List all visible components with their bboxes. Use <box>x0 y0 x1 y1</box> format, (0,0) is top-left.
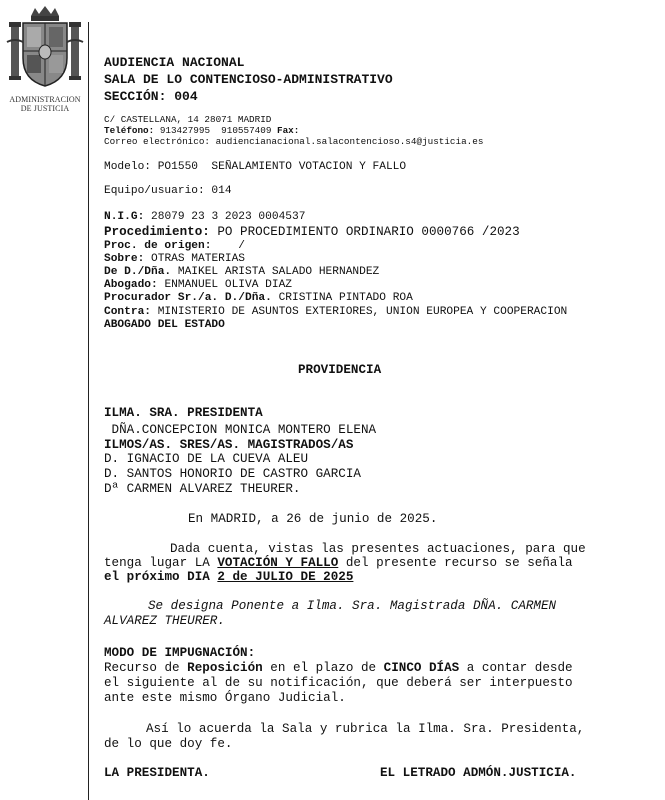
section-value: 004 <box>174 89 198 104</box>
logo-text-line2: DE JUSTICIA <box>20 104 70 113</box>
nig-label: N.I.G: <box>104 211 145 223</box>
cinco-dias-text: CINCO DÍAS <box>383 661 460 675</box>
impugnacion-line-2: el siguiente al de su notificación, que deberá ser interpuesto <box>104 676 573 690</box>
document-title: PROVIDENCIA <box>298 363 382 377</box>
sobre-label: Sobre: <box>104 253 145 265</box>
origen-label: Proc. de origen: <box>104 240 212 252</box>
contra-label: Contra: <box>104 306 151 318</box>
impug-text-2: en el plazo de <box>262 661 384 675</box>
sobre-line <box>104 253 245 265</box>
nig-value: 28079 23 3 2023 0004537 <box>151 211 306 223</box>
origen-value: / <box>218 240 245 252</box>
de-line <box>104 266 379 278</box>
section-label: SECCIÓN: <box>104 89 167 104</box>
coat-of-arms-logo <box>5 6 85 112</box>
acuerdo-line-1: Así lo acuerda la Sala y rubrica la Ilma. Sra. Presidenta, <box>146 722 585 736</box>
abogado-label: Abogado: <box>104 279 158 291</box>
phone-value: 913427995 910557409 <box>159 125 272 136</box>
abogado-line <box>104 279 292 291</box>
nig-line <box>104 211 305 223</box>
chamber-name: SALA DE LO CONTENCIOSO-ADMINISTRATIVO <box>104 72 393 87</box>
procedimiento-line <box>104 225 520 239</box>
procurador-label: Procurador Sr./a. D./Dña. <box>104 292 272 304</box>
impugnacion-label: MODO DE IMPUGNACIÓN: <box>104 646 256 660</box>
votacion-fallo-text: VOTACIÓN Y FALLO <box>217 556 339 570</box>
modelo-line: Modelo: PO1550 SEÑALAMIENTO VOTACION Y FALLO <box>104 161 407 173</box>
presidenta-name: DÑA.CONCEPCION MONICA MONTERO ELENA <box>104 423 377 437</box>
presidenta-label: ILMA. SRA. PRESIDENTA <box>104 406 263 420</box>
paragraph-1-line-2 <box>104 556 573 570</box>
magistrado-item: D. IGNACIO DE LA CUEVA ALEU <box>104 452 309 466</box>
de-label: De D./Dña. <box>104 266 172 278</box>
reposicion-text: Reposición <box>187 661 263 675</box>
address: C/ CASTELLANA, 14 28071 MADRID <box>104 114 272 125</box>
de-value: MAIKEL ARISTA SALADO HERNANDEZ <box>177 266 380 278</box>
impug-text-3: a contar desde <box>459 661 573 675</box>
equipo-line: Equipo/usuario: 014 <box>104 185 232 197</box>
section-line <box>104 89 198 104</box>
margin-line <box>88 22 89 800</box>
signature-letrado: EL LETRADO ADMÓN.JUSTICIA. <box>380 766 577 780</box>
paragraph-1-line-1: Dada cuenta, vistas las presentes actuaciones, para que <box>170 542 586 556</box>
magistrado-item: D. SANTOS HONORIO DE CASTRO GARCIA <box>104 467 361 481</box>
logo-text-line1: ADMINISTRACION <box>9 95 81 104</box>
magistrados-label: ILMOS/AS. SRES/AS. MAGISTRADOS/AS <box>104 438 354 452</box>
fax-label: Fax: <box>277 125 300 136</box>
phone-label: Teléfono: <box>104 125 155 136</box>
procedimiento-value: PO PROCEDIMIENTO ORDINARIO 0000766 /2023 <box>217 225 520 239</box>
coat-of-arms-icon <box>5 6 85 94</box>
sobre-value: OTRAS MATERIAS <box>151 253 246 265</box>
email-value: audiencianacional.salacontencioso.s4@justicia.es <box>215 136 484 147</box>
procedimiento-label: Procedimiento: <box>104 225 210 239</box>
impugnacion-line-1 <box>104 661 573 675</box>
ponente-line-1: Se designa Ponente a Ilma. Sra. Magistrada DÑA. CARMEN <box>148 599 557 613</box>
acuerdo-line-2: de lo que doy fe. <box>104 737 233 751</box>
hearing-date: 2 de JULIO DE 2025 <box>217 570 354 584</box>
phone-line <box>104 125 299 136</box>
email-label: Correo electrónico: <box>104 136 211 147</box>
impug-text: Recurso de <box>104 661 188 675</box>
contra-line-2: ABOGADO DEL ESTADO <box>104 319 225 331</box>
procurador-value: CRISTINA PINTADO ROA <box>278 292 413 304</box>
email-line <box>104 136 483 147</box>
magistrado-item: Dª CARMEN ALVAREZ THEURER. <box>104 482 301 496</box>
abogado-value: ENMANUEL OLIVA DIAZ <box>164 279 292 291</box>
p1-text-2: del presente recurso se señala <box>338 556 573 570</box>
procurador-line <box>104 292 413 304</box>
ponente-line-2: ALVAREZ THEURER. <box>104 614 225 628</box>
date-line: En MADRID, a 26 de junio de 2025. <box>188 512 438 526</box>
p1-text: tenga lugar LA <box>104 556 218 570</box>
origen-line <box>104 240 245 252</box>
paragraph-1-line-3 <box>104 570 353 584</box>
hearing-day-label: el próximo DIA <box>104 570 218 584</box>
contra-value: MINISTERIO DE ASUNTOS EXTERIORES, UNION EUROPEA Y COOPERACION <box>157 306 568 318</box>
court-name: AUDIENCIA NACIONAL <box>104 55 245 70</box>
contra-line <box>104 306 567 318</box>
signature-presidenta: LA PRESIDENTA. <box>104 766 210 780</box>
impugnacion-line-3: ante este mismo Órgano Judicial. <box>104 691 346 705</box>
